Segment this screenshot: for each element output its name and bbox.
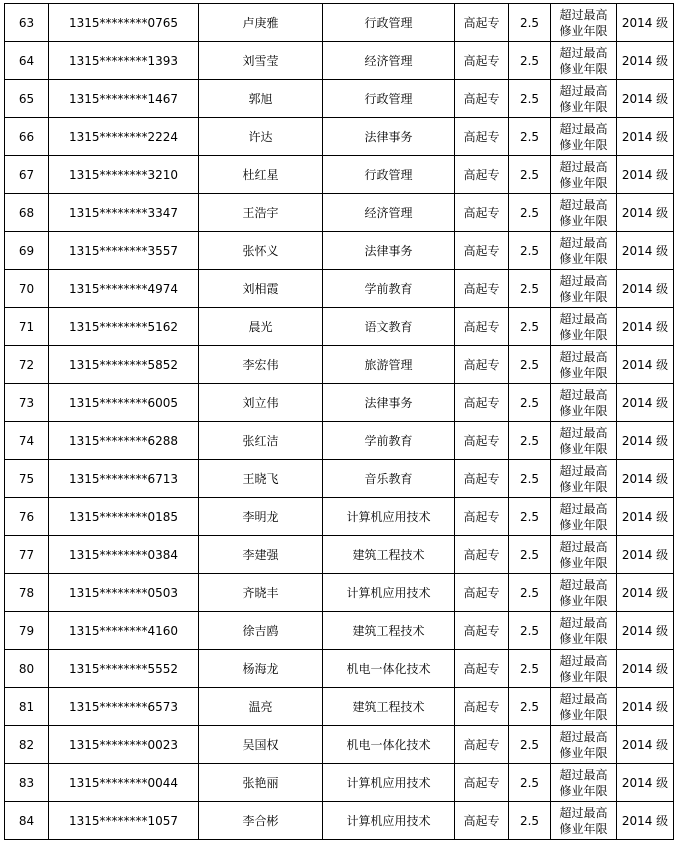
student-name-cell: 温亮 (199, 688, 323, 726)
status-line-1: 超过最高 (559, 577, 608, 592)
table-row (5, 346, 674, 384)
student-name-cell: 王晓飞 (199, 460, 323, 498)
row-number-cell: 77 (5, 536, 49, 574)
status-cell (551, 726, 617, 764)
level-cell: 高起专 (455, 42, 509, 80)
status-line-2: 修业年限 (559, 175, 608, 190)
table-row (5, 4, 674, 42)
level-cell: 高起专 (455, 4, 509, 42)
table-row (5, 498, 674, 536)
status-cell (551, 764, 617, 802)
row-number-cell: 68 (5, 194, 49, 232)
row-number-cell: 63 (5, 4, 49, 42)
status-line-1: 超过最高 (559, 805, 608, 820)
grade-cell: 2014 级 (617, 308, 674, 346)
student-name-cell: 吴国权 (199, 726, 323, 764)
status-cell (551, 194, 617, 232)
grade-cell: 2014 级 (617, 346, 674, 384)
major-cell: 行政管理 (323, 4, 455, 42)
student-name-cell: 刘雪莹 (199, 42, 323, 80)
status-line-1: 超过最高 (559, 235, 608, 250)
status-line-2: 修业年限 (559, 365, 608, 380)
level-cell: 高起专 (455, 688, 509, 726)
grade-cell: 2014 级 (617, 802, 674, 840)
major-cell: 行政管理 (323, 80, 455, 118)
table-body (5, 4, 674, 840)
student-id-cell: 1315********0384 (49, 536, 199, 574)
years-cell: 2.5 (509, 802, 551, 840)
major-cell: 计算机应用技术 (323, 764, 455, 802)
status-line-1: 超过最高 (559, 349, 608, 364)
years-cell: 2.5 (509, 194, 551, 232)
table-row (5, 42, 674, 80)
status-line-2: 修业年限 (559, 821, 608, 836)
table-row (5, 384, 674, 422)
student-name-cell: 李合彬 (199, 802, 323, 840)
grade-cell: 2014 级 (617, 194, 674, 232)
major-cell: 计算机应用技术 (323, 498, 455, 536)
years-cell: 2.5 (509, 422, 551, 460)
table-row (5, 802, 674, 840)
years-cell: 2.5 (509, 4, 551, 42)
table-row (5, 726, 674, 764)
student-table (4, 3, 674, 840)
grade-cell: 2014 级 (617, 726, 674, 764)
status-line-1: 超过最高 (559, 463, 608, 478)
major-cell: 机电一体化技术 (323, 650, 455, 688)
student-id-cell: 1315********5162 (49, 308, 199, 346)
major-cell: 法律事务 (323, 384, 455, 422)
years-cell: 2.5 (509, 498, 551, 536)
student-name-cell: 张怀义 (199, 232, 323, 270)
level-cell: 高起专 (455, 574, 509, 612)
row-number-cell: 74 (5, 422, 49, 460)
student-id-cell: 1315********3210 (49, 156, 199, 194)
major-cell: 建筑工程技术 (323, 612, 455, 650)
major-cell: 建筑工程技术 (323, 536, 455, 574)
student-name-cell: 张艳丽 (199, 764, 323, 802)
status-cell (551, 498, 617, 536)
status-line-1: 超过最高 (559, 121, 608, 136)
student-id-cell: 1315********3347 (49, 194, 199, 232)
student-name-cell: 卢庚雅 (199, 4, 323, 42)
row-number-cell: 78 (5, 574, 49, 612)
status-cell (551, 422, 617, 460)
student-id-cell: 1315********0044 (49, 764, 199, 802)
years-cell: 2.5 (509, 460, 551, 498)
status-cell (551, 156, 617, 194)
student-name-cell: 许达 (199, 118, 323, 156)
status-line-1: 超过最高 (559, 729, 608, 744)
student-id-cell: 1315********0503 (49, 574, 199, 612)
years-cell: 2.5 (509, 726, 551, 764)
status-line-2: 修业年限 (559, 593, 608, 608)
table-row (5, 270, 674, 308)
major-cell: 法律事务 (323, 118, 455, 156)
major-cell: 行政管理 (323, 156, 455, 194)
row-number-cell: 71 (5, 308, 49, 346)
student-id-cell: 1315********4160 (49, 612, 199, 650)
row-number-cell: 83 (5, 764, 49, 802)
level-cell: 高起专 (455, 764, 509, 802)
status-line-2: 修业年限 (559, 403, 608, 418)
student-name-cell: 刘立伟 (199, 384, 323, 422)
grade-cell: 2014 级 (617, 650, 674, 688)
status-cell (551, 308, 617, 346)
status-cell (551, 384, 617, 422)
years-cell: 2.5 (509, 650, 551, 688)
student-name-cell: 齐晓丰 (199, 574, 323, 612)
major-cell: 计算机应用技术 (323, 802, 455, 840)
status-line-1: 超过最高 (559, 311, 608, 326)
table-row (5, 80, 674, 118)
years-cell: 2.5 (509, 270, 551, 308)
table-row (5, 422, 674, 460)
status-cell (551, 574, 617, 612)
status-cell (551, 42, 617, 80)
status-line-2: 修业年限 (559, 669, 608, 684)
years-cell: 2.5 (509, 612, 551, 650)
years-cell: 2.5 (509, 118, 551, 156)
status-cell (551, 270, 617, 308)
years-cell: 2.5 (509, 688, 551, 726)
student-name-cell: 李明龙 (199, 498, 323, 536)
status-line-2: 修业年限 (559, 213, 608, 228)
student-name-cell: 郭旭 (199, 80, 323, 118)
status-cell (551, 4, 617, 42)
student-id-cell: 1315********6713 (49, 460, 199, 498)
student-id-cell: 1315********1393 (49, 42, 199, 80)
student-id-cell: 1315********6288 (49, 422, 199, 460)
years-cell: 2.5 (509, 232, 551, 270)
level-cell: 高起专 (455, 498, 509, 536)
level-cell: 高起专 (455, 460, 509, 498)
student-name-cell: 杜红星 (199, 156, 323, 194)
grade-cell: 2014 级 (617, 422, 674, 460)
status-line-2: 修业年限 (559, 99, 608, 114)
row-number-cell: 79 (5, 612, 49, 650)
status-line-1: 超过最高 (559, 159, 608, 174)
major-cell: 法律事务 (323, 232, 455, 270)
status-cell (551, 688, 617, 726)
table-row (5, 156, 674, 194)
status-cell (551, 232, 617, 270)
student-id-cell: 1315********1467 (49, 80, 199, 118)
row-number-cell: 69 (5, 232, 49, 270)
status-line-1: 超过最高 (559, 501, 608, 516)
major-cell: 经济管理 (323, 42, 455, 80)
student-id-cell: 1315********4974 (49, 270, 199, 308)
level-cell: 高起专 (455, 156, 509, 194)
student-id-cell: 1315********0765 (49, 4, 199, 42)
student-id-cell: 1315********0023 (49, 726, 199, 764)
major-cell: 音乐教育 (323, 460, 455, 498)
status-line-1: 超过最高 (559, 425, 608, 440)
status-cell (551, 536, 617, 574)
major-cell: 计算机应用技术 (323, 574, 455, 612)
years-cell: 2.5 (509, 308, 551, 346)
student-name-cell: 晨光 (199, 308, 323, 346)
student-name-cell: 刘相霞 (199, 270, 323, 308)
level-cell: 高起专 (455, 650, 509, 688)
status-line-1: 超过最高 (559, 197, 608, 212)
table-row (5, 612, 674, 650)
level-cell: 高起专 (455, 346, 509, 384)
table-row (5, 118, 674, 156)
level-cell: 高起专 (455, 80, 509, 118)
row-number-cell: 67 (5, 156, 49, 194)
status-line-2: 修业年限 (559, 289, 608, 304)
level-cell: 高起专 (455, 536, 509, 574)
row-number-cell: 84 (5, 802, 49, 840)
status-cell (551, 80, 617, 118)
table-row (5, 308, 674, 346)
status-line-1: 超过最高 (559, 653, 608, 668)
row-number-cell: 70 (5, 270, 49, 308)
row-number-cell: 82 (5, 726, 49, 764)
status-line-2: 修业年限 (559, 23, 608, 38)
status-cell (551, 460, 617, 498)
row-number-cell: 72 (5, 346, 49, 384)
grade-cell: 2014 级 (617, 270, 674, 308)
status-cell (551, 346, 617, 384)
table-row (5, 232, 674, 270)
years-cell: 2.5 (509, 80, 551, 118)
row-number-cell: 80 (5, 650, 49, 688)
table-row (5, 650, 674, 688)
status-line-2: 修业年限 (559, 441, 608, 456)
major-cell: 经济管理 (323, 194, 455, 232)
student-id-cell: 1315********5552 (49, 650, 199, 688)
major-cell: 学前教育 (323, 270, 455, 308)
grade-cell: 2014 级 (617, 612, 674, 650)
level-cell: 高起专 (455, 232, 509, 270)
row-number-cell: 76 (5, 498, 49, 536)
status-line-1: 超过最高 (559, 83, 608, 98)
table-row (5, 688, 674, 726)
student-name-cell: 张红洁 (199, 422, 323, 460)
grade-cell: 2014 级 (617, 460, 674, 498)
table-row (5, 764, 674, 802)
student-id-cell: 1315********1057 (49, 802, 199, 840)
years-cell: 2.5 (509, 536, 551, 574)
row-number-cell: 81 (5, 688, 49, 726)
student-name-cell: 徐吉鸥 (199, 612, 323, 650)
status-cell (551, 802, 617, 840)
years-cell: 2.5 (509, 574, 551, 612)
grade-cell: 2014 级 (617, 42, 674, 80)
level-cell: 高起专 (455, 384, 509, 422)
row-number-cell: 75 (5, 460, 49, 498)
status-line-2: 修业年限 (559, 479, 608, 494)
level-cell: 高起专 (455, 270, 509, 308)
status-line-2: 修业年限 (559, 251, 608, 266)
years-cell: 2.5 (509, 42, 551, 80)
row-number-cell: 64 (5, 42, 49, 80)
grade-cell: 2014 级 (617, 4, 674, 42)
status-line-1: 超过最高 (559, 767, 608, 782)
status-line-2: 修业年限 (559, 745, 608, 760)
level-cell: 高起专 (455, 802, 509, 840)
grade-cell: 2014 级 (617, 764, 674, 802)
student-id-cell: 1315********2224 (49, 118, 199, 156)
status-line-2: 修业年限 (559, 707, 608, 722)
major-cell: 建筑工程技术 (323, 688, 455, 726)
grade-cell: 2014 级 (617, 574, 674, 612)
status-line-1: 超过最高 (559, 273, 608, 288)
student-name-cell: 李建强 (199, 536, 323, 574)
grade-cell: 2014 级 (617, 384, 674, 422)
status-line-1: 超过最高 (559, 387, 608, 402)
status-cell (551, 650, 617, 688)
table-row (5, 536, 674, 574)
grade-cell: 2014 级 (617, 156, 674, 194)
status-line-1: 超过最高 (559, 539, 608, 554)
student-id-cell: 1315********3557 (49, 232, 199, 270)
student-name-cell: 杨海龙 (199, 650, 323, 688)
major-cell: 旅游管理 (323, 346, 455, 384)
grade-cell: 2014 级 (617, 688, 674, 726)
status-line-2: 修业年限 (559, 555, 608, 570)
grade-cell: 2014 级 (617, 118, 674, 156)
status-cell (551, 118, 617, 156)
student-name-cell: 王浩宇 (199, 194, 323, 232)
status-line-2: 修业年限 (559, 61, 608, 76)
years-cell: 2.5 (509, 156, 551, 194)
grade-cell: 2014 级 (617, 80, 674, 118)
level-cell: 高起专 (455, 308, 509, 346)
status-line-2: 修业年限 (559, 631, 608, 646)
years-cell: 2.5 (509, 384, 551, 422)
table-row (5, 574, 674, 612)
grade-cell: 2014 级 (617, 536, 674, 574)
major-cell: 学前教育 (323, 422, 455, 460)
status-cell (551, 612, 617, 650)
level-cell: 高起专 (455, 118, 509, 156)
student-name-cell: 李宏伟 (199, 346, 323, 384)
level-cell: 高起专 (455, 194, 509, 232)
status-line-2: 修业年限 (559, 137, 608, 152)
row-number-cell: 66 (5, 118, 49, 156)
status-line-2: 修业年限 (559, 783, 608, 798)
student-id-cell: 1315********0185 (49, 498, 199, 536)
major-cell: 语文教育 (323, 308, 455, 346)
level-cell: 高起专 (455, 612, 509, 650)
major-cell: 机电一体化技术 (323, 726, 455, 764)
grade-cell: 2014 级 (617, 232, 674, 270)
status-line-1: 超过最高 (559, 45, 608, 60)
student-id-cell: 1315********6573 (49, 688, 199, 726)
years-cell: 2.5 (509, 764, 551, 802)
student-id-cell: 1315********5852 (49, 346, 199, 384)
row-number-cell: 73 (5, 384, 49, 422)
table-row (5, 194, 674, 232)
status-line-1: 超过最高 (559, 7, 608, 22)
row-number-cell: 65 (5, 80, 49, 118)
table-row (5, 460, 674, 498)
status-line-1: 超过最高 (559, 691, 608, 706)
level-cell: 高起专 (455, 726, 509, 764)
years-cell: 2.5 (509, 346, 551, 384)
student-id-cell: 1315********6005 (49, 384, 199, 422)
level-cell: 高起专 (455, 422, 509, 460)
status-line-2: 修业年限 (559, 517, 608, 532)
status-line-1: 超过最高 (559, 615, 608, 630)
status-line-2: 修业年限 (559, 327, 608, 342)
grade-cell: 2014 级 (617, 498, 674, 536)
